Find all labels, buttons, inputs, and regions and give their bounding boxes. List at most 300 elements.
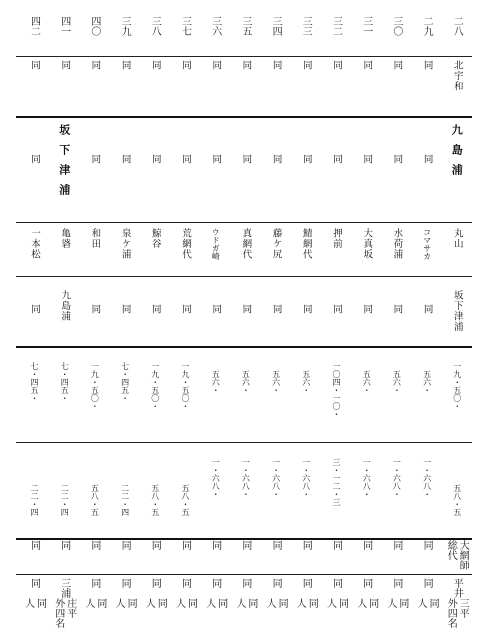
- measure-a-cell: [321, 362, 351, 418]
- rep-title-cell: [321, 540, 351, 550]
- rep-given-cell: [412, 598, 442, 608]
- rep-surname-text: 同: [119, 578, 131, 588]
- district-cell: [291, 60, 321, 71]
- entry-number-text: 三九: [119, 16, 131, 36]
- measure-b-text: 五八・五: [181, 484, 190, 516]
- rep-title-cell: [110, 540, 140, 550]
- entry-number-text: 三一: [360, 16, 372, 36]
- fishery-name-cell: [230, 154, 260, 165]
- ledger-column-37: [170, 14, 200, 634]
- rep-surname-cell: [230, 578, 260, 588]
- rep-given-cell: [351, 598, 381, 608]
- rep-given-cell: [19, 598, 49, 608]
- district-cell: [79, 60, 109, 71]
- rep-given-cell: [49, 598, 79, 628]
- rep-count-text: 人: [143, 598, 155, 608]
- location-text: 丸山: [451, 228, 463, 249]
- rep-title-text: 同: [421, 540, 433, 550]
- rep-given-text: 同: [336, 598, 348, 608]
- origin-cell: [19, 304, 49, 315]
- measure-b-cell: [170, 484, 200, 516]
- entry-number: [19, 16, 49, 36]
- district-text: 同: [421, 60, 433, 71]
- entry-number-text: 三七: [179, 16, 191, 36]
- rep-title-cell: [49, 540, 79, 550]
- location-cell: [49, 228, 79, 249]
- origin-cell: [351, 304, 381, 315]
- district-text: 同: [89, 60, 101, 71]
- location-cell: [79, 228, 109, 249]
- entry-number-text: 三〇: [390, 16, 402, 36]
- rep-title-text: 同: [239, 540, 251, 550]
- rep-given-cell: [442, 598, 472, 628]
- entry-number: [291, 16, 321, 36]
- district-cell: [230, 60, 260, 71]
- origin-cell: [140, 304, 170, 315]
- rep-count-text: 人: [384, 598, 396, 608]
- district-text: 同: [391, 60, 403, 71]
- location-text: 和田: [89, 228, 101, 249]
- district-cell: [110, 60, 140, 71]
- origin-cell: [49, 290, 79, 322]
- measure-a-text: 七・四五・: [60, 362, 70, 402]
- measure-b-cell: [381, 458, 411, 498]
- measure-b-cell: [200, 458, 230, 498]
- location-cell: [170, 228, 200, 260]
- rep-title-cell: [442, 540, 472, 570]
- rep-given-cell: [140, 598, 170, 608]
- rep-surname-text: 同: [270, 578, 282, 588]
- measure-a-cell: [79, 362, 109, 410]
- rep-given-text: 同: [396, 598, 408, 608]
- fishery-name-cell: [19, 154, 49, 165]
- measure-a-text: 一九・五〇・: [90, 362, 100, 410]
- entry-number-text: 四一: [58, 16, 70, 36]
- measure-b-text: 二二・四: [60, 484, 70, 516]
- location-cell: [230, 228, 260, 260]
- rep-count-text: 人: [264, 598, 276, 608]
- rep-given-cell: [170, 598, 200, 608]
- rep-title-text: 同: [209, 540, 221, 550]
- measure-b-cell: [351, 458, 381, 498]
- measure-a-cell: [261, 370, 291, 394]
- rep-title-text: 同: [119, 540, 131, 550]
- district-cell: [412, 60, 442, 71]
- rep-count-text: 人: [113, 598, 125, 608]
- rep-count-text: 人: [324, 598, 336, 608]
- district-cell: [351, 60, 381, 71]
- origin-cell: [79, 304, 109, 315]
- ledger-column-33: [291, 14, 321, 634]
- origin-text: 同: [89, 304, 101, 315]
- origin-text: 同: [29, 304, 40, 315]
- measure-a-cell: [351, 370, 381, 394]
- rep-surname-cell: [49, 578, 79, 598]
- rep-title-text: 同: [360, 540, 372, 550]
- origin-cell: [230, 304, 260, 315]
- location-cell: [321, 228, 351, 249]
- rep-given-text: 同: [34, 598, 46, 608]
- fishery-name-cell: [321, 154, 351, 165]
- entry-number: [321, 16, 351, 36]
- location-text: 鯖網代: [300, 228, 312, 260]
- origin-text: 同: [240, 304, 252, 315]
- entry-number: [49, 16, 79, 36]
- entry-number: [170, 16, 200, 36]
- rep-surname-cell: [442, 578, 472, 598]
- measure-b-text: 二二・四: [120, 484, 130, 516]
- fishery-name-text: 同: [331, 154, 342, 165]
- rep-given-text: 同: [215, 598, 227, 608]
- ledger-column-34: [261, 14, 291, 634]
- fishery-name-text: 同: [180, 154, 191, 165]
- rep-given-text: 同: [155, 598, 167, 608]
- district-text: 同: [119, 60, 131, 71]
- measure-b-cell: [261, 458, 291, 498]
- origin-cell: [412, 304, 442, 315]
- rep-title-cell: [200, 540, 230, 550]
- rep-title-cell: [170, 540, 200, 550]
- rep-given-text: 同: [245, 598, 257, 608]
- measure-a-text: 五六・: [362, 370, 372, 394]
- entry-number-text: 三四: [270, 16, 282, 36]
- location-text: 荒網代: [180, 228, 191, 260]
- measure-b-cell: [321, 458, 351, 506]
- location-cell: [200, 228, 230, 260]
- ledger-column-40: [79, 14, 109, 634]
- measure-a-text: 七・四五・: [30, 362, 39, 402]
- entry-number-text: 四〇: [88, 16, 100, 36]
- measure-a-text: 五六・: [241, 370, 251, 394]
- rep-title-cell: [140, 540, 170, 550]
- district-cell: [170, 60, 200, 71]
- location-text: 鯨谷: [149, 228, 161, 249]
- rep-count-text: 外四名: [52, 598, 64, 628]
- origin-cell: [321, 304, 351, 315]
- fishery-name-text: 同: [119, 154, 131, 165]
- origin-text: 坂下津浦: [451, 290, 463, 332]
- district-text: 同: [270, 60, 282, 71]
- ledger-column-35: [230, 14, 260, 634]
- district-text: 同: [300, 60, 312, 71]
- measure-a-text: 一九・五〇・: [150, 362, 160, 410]
- rep-count-text: 人: [294, 598, 306, 608]
- ledger-column-28: [442, 14, 472, 634]
- location-cell: [140, 228, 170, 249]
- fishery-name-cell: [412, 154, 442, 165]
- rep-title-text: 同: [390, 540, 402, 550]
- measure-b-cell: [442, 484, 472, 516]
- measure-a-cell: [140, 362, 170, 410]
- rep-surname-cell: [110, 578, 140, 588]
- measure-a-cell: [49, 362, 79, 402]
- measure-a-cell: [291, 370, 321, 394]
- rep-title-cell: [230, 540, 260, 550]
- location-text: 大真坂: [361, 228, 373, 260]
- rep-surname-cell: [19, 578, 49, 588]
- rep-surname-text: 平井: [451, 578, 463, 598]
- rep-surname-text: 同: [421, 578, 433, 588]
- district-text: 同: [180, 60, 191, 71]
- fishery-name-text: 同: [270, 154, 282, 165]
- rep-title-text: 同: [28, 540, 40, 550]
- origin-text: 同: [300, 304, 312, 315]
- rep-title-sub-text: 総代: [445, 540, 457, 560]
- fishery-name-cell: [110, 154, 140, 165]
- rep-count-text: 人: [415, 598, 427, 608]
- measure-a-text: 一九・五〇・: [181, 362, 190, 410]
- fishery-name-text: 同: [391, 154, 403, 165]
- ledger-column-36: [200, 14, 230, 634]
- fishery-name-cell: [140, 154, 170, 165]
- rep-surname-text: 同: [179, 578, 191, 588]
- measure-a-text: 五六・: [422, 370, 432, 394]
- rep-surname-text: 同: [149, 578, 161, 588]
- ledger-column-32: [321, 14, 351, 634]
- rep-surname-cell: [351, 578, 381, 588]
- columns-container: [16, 14, 472, 634]
- location-text: 一本松: [29, 228, 40, 260]
- entry-number: [200, 16, 230, 36]
- fishery-name-text: 同: [240, 154, 252, 165]
- rep-given-text: 庄平: [64, 598, 76, 618]
- location-text: 泉ケ浦: [119, 228, 131, 260]
- district-cell: [321, 60, 351, 71]
- origin-cell: [381, 304, 411, 315]
- measure-b-text: 五八・五: [150, 484, 160, 516]
- rep-surname-text: 同: [300, 578, 312, 588]
- measure-a-text: 一〇四・一〇・: [332, 362, 341, 418]
- origin-cell: [291, 304, 321, 315]
- origin-text: 同: [210, 304, 222, 315]
- entry-number: [442, 16, 472, 36]
- rep-surname-text: 同: [88, 578, 100, 588]
- measure-b-text: 一・六八・: [211, 458, 221, 498]
- origin-text: 同: [361, 304, 373, 315]
- measure-a-cell: [412, 370, 442, 394]
- entry-number: [79, 16, 109, 36]
- district-text: 同: [149, 60, 161, 71]
- district-text: 同: [210, 60, 222, 71]
- measure-b-cell: [49, 484, 79, 516]
- location-text: コマサカ: [422, 228, 432, 260]
- rep-title-text: 同: [270, 540, 282, 550]
- location-cell: [412, 228, 442, 260]
- fishery-name-text: 九島浦: [450, 124, 464, 184]
- location-cell: [442, 228, 472, 249]
- rep-surname-text: 同: [209, 578, 221, 588]
- measure-b-cell: [412, 458, 442, 498]
- rep-given-text: 三平: [457, 598, 469, 618]
- rep-given-cell: [381, 598, 411, 608]
- origin-cell: [110, 304, 140, 315]
- fishery-name-cell: [351, 154, 381, 165]
- ledger-column-41: [49, 14, 79, 634]
- rep-surname-cell: [412, 578, 442, 588]
- origin-cell: [442, 290, 472, 332]
- rep-surname-text: 同: [28, 578, 40, 588]
- location-cell: [381, 228, 411, 260]
- measure-b-cell: [291, 458, 321, 498]
- measure-a-text: 一九・五〇・: [452, 362, 462, 410]
- entry-number: [381, 16, 411, 36]
- rep-surname-cell: [291, 578, 321, 588]
- fishery-name-text: 同: [89, 154, 101, 165]
- district-cell: [200, 60, 230, 71]
- rep-given-cell: [291, 598, 321, 608]
- measure-a-cell: [230, 370, 260, 394]
- location-cell: [261, 228, 291, 260]
- measure-a-cell: [19, 362, 49, 402]
- rep-surname-cell: [140, 578, 170, 588]
- rep-surname-text: 同: [390, 578, 402, 588]
- origin-text: 同: [331, 304, 342, 315]
- rep-given-text: 同: [366, 598, 378, 608]
- entry-number: [261, 16, 291, 36]
- measure-a-text: 五六・: [301, 370, 311, 394]
- rep-title-cell: [291, 540, 321, 550]
- measure-a-cell: [442, 362, 472, 410]
- entry-number-text: 四二: [28, 16, 40, 36]
- location-cell: [19, 228, 49, 260]
- rep-surname-cell: [381, 578, 411, 588]
- fishery-name-text: 坂下津浦: [57, 124, 71, 204]
- measure-a-text: 五六・: [211, 370, 221, 394]
- rep-title-cell: [261, 540, 291, 550]
- measure-b-text: 五八・五: [90, 484, 100, 516]
- measure-a-cell: [110, 362, 140, 402]
- district-cell: [49, 60, 79, 71]
- rep-title-text: 同: [58, 540, 70, 550]
- district-text: 同: [331, 60, 342, 71]
- origin-text: 同: [391, 304, 403, 315]
- rep-surname-cell: [261, 578, 291, 588]
- location-text: 亀碆: [59, 228, 71, 249]
- district-text: 同: [361, 60, 373, 71]
- measure-b-text: 一・六八・: [362, 458, 372, 498]
- ledger-column-30: [381, 14, 411, 634]
- ledger-column-29: [412, 14, 442, 634]
- entry-number-text: 二九: [421, 16, 433, 36]
- rep-surname-text: 同: [360, 578, 372, 588]
- measure-b-cell: [110, 484, 140, 516]
- rep-surname-text: 同: [330, 578, 342, 588]
- fishery-name-cell: [79, 154, 109, 165]
- origin-cell: [170, 304, 200, 315]
- fishery-name-text: 同: [149, 154, 161, 165]
- fishery-name-cell: [442, 124, 472, 184]
- district-cell: [140, 60, 170, 71]
- rep-title-text: 同: [330, 540, 342, 550]
- measure-b-cell: [230, 458, 260, 498]
- rep-count-text: 人: [173, 598, 185, 608]
- rep-count-text: 人: [233, 598, 245, 608]
- entry-number: [351, 16, 381, 36]
- rep-surname-text: 同: [239, 578, 251, 588]
- fishery-name-cell: [49, 124, 79, 204]
- rep-title-cell: [412, 540, 442, 550]
- rep-title-cell: [351, 540, 381, 550]
- entry-number: [230, 16, 260, 36]
- measure-a-text: 七・四五・: [120, 362, 130, 402]
- origin-text: 同: [270, 304, 282, 315]
- measure-b-text: 三・一二・三: [332, 458, 341, 506]
- rep-surname-cell: [200, 578, 230, 588]
- rep-given-text: 同: [276, 598, 288, 608]
- rep-surname-cell: [321, 578, 351, 588]
- rep-count-text: 人: [82, 598, 94, 608]
- measure-a-text: 五六・: [392, 370, 402, 394]
- fishery-name-cell: [200, 154, 230, 165]
- origin-text: 同: [421, 304, 433, 315]
- rep-title-cell: [381, 540, 411, 550]
- district-cell: [381, 60, 411, 71]
- rep-title-cell: [79, 540, 109, 550]
- district-cell: [442, 60, 472, 92]
- measure-b-text: 五八・五: [452, 484, 462, 516]
- measure-b-text: 一・六八・: [422, 458, 432, 498]
- rep-title-text: 同: [300, 540, 312, 550]
- ledger-column-42: [19, 14, 49, 634]
- measure-b-text: 一・六八・: [301, 458, 311, 498]
- location-cell: [351, 228, 381, 260]
- ledger-column-31: [351, 14, 381, 634]
- entry-number-text: 二八: [451, 16, 463, 36]
- origin-text: 九島浦: [59, 290, 71, 322]
- rep-given-text: 同: [427, 598, 439, 608]
- rep-given-cell: [321, 598, 351, 608]
- rep-title-cell: [19, 540, 49, 550]
- rep-given-cell: [261, 598, 291, 608]
- measure-b-text: 二二・四: [30, 484, 39, 516]
- measure-a-text: 五六・: [271, 370, 281, 394]
- fishery-name-cell: [170, 154, 200, 165]
- location-text: 押前: [331, 228, 342, 249]
- fishery-name-cell: [261, 154, 291, 165]
- measure-b-cell: [19, 484, 49, 516]
- rep-title-text: 同: [179, 540, 191, 550]
- rep-given-cell: [110, 598, 140, 608]
- origin-cell: [200, 304, 230, 315]
- rep-given-text: 同: [306, 598, 318, 608]
- district-text: 同: [59, 60, 71, 71]
- rep-given-text: 同: [125, 598, 137, 608]
- district-cell: [261, 60, 291, 71]
- origin-text: 同: [149, 304, 161, 315]
- location-text: 真網代: [240, 228, 252, 260]
- rep-given-cell: [200, 598, 230, 608]
- entry-number-text: 三二: [330, 16, 342, 36]
- rep-title-text: 大網師: [457, 540, 469, 570]
- location-cell: [110, 228, 140, 260]
- rep-count-text: 外四名: [445, 598, 457, 628]
- rep-count-text: 人: [354, 598, 366, 608]
- district-text: 同: [29, 60, 40, 71]
- fishery-name-text: 同: [210, 154, 222, 165]
- fishery-name-text: 同: [361, 154, 373, 165]
- measure-b-text: 一・六八・: [241, 458, 251, 498]
- district-text: 北宇和: [451, 60, 463, 92]
- rep-given-text: 同: [94, 598, 106, 608]
- fishery-name-cell: [291, 154, 321, 165]
- rep-count-text: 人: [22, 598, 34, 608]
- rep-title-text: 同: [149, 540, 161, 550]
- location-text: 水荷浦: [391, 228, 403, 260]
- rep-surname-cell: [79, 578, 109, 588]
- entry-number-text: 三八: [149, 16, 161, 36]
- entry-number-text: 三三: [300, 16, 312, 36]
- rep-given-text: 同: [185, 598, 197, 608]
